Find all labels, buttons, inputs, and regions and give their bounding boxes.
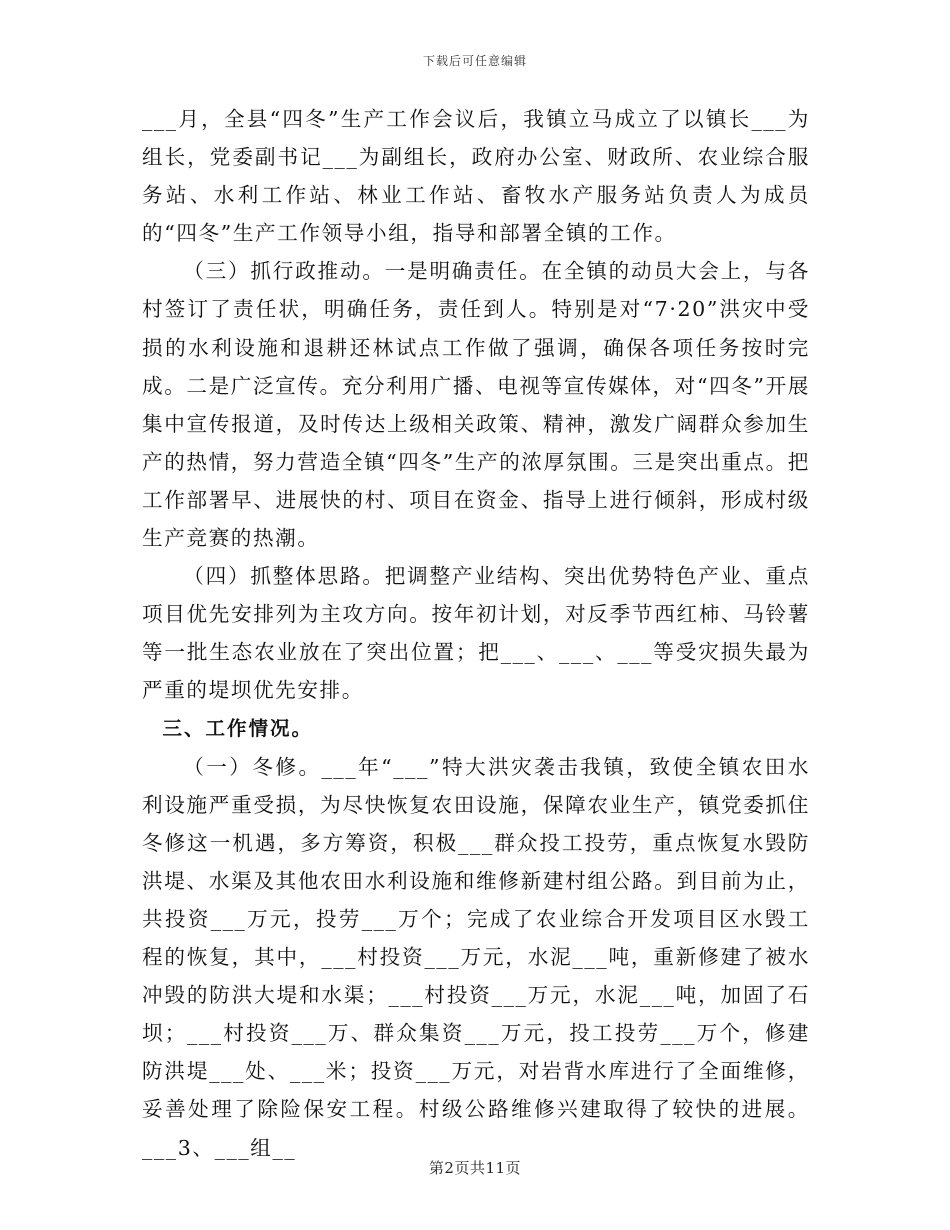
paragraph-winter-repair: （一）冬修。___年“___”特大洪灾袭击我镇，致使全镇农田水利设施严重受损，为尽快恢复农田设施，保障农业生产，镇党委抓住冬修这一机遇，多方筹资，积极___群众投工投劳，重点恢复水毁防洪堤、水渠及其他农田水利设施和维修新建村组公路。到目前为止，共投资___万元，投劳___万个；完成了农业综合开发项目区水毁工程的恢复，其中，___村投资___万元，水泥___吨，重新修建了被水冲毁的防洪大堤和水渠；___村投资___万元，水泥___吨，加固了石坝；___村投资___万、群众集资___万元，投工投劳___万个，修建防洪堤___处、___米；投资___万元，对岩背水库进行了全面维修，妥善处理了除险保安工程。村级公路维修兴建取得了较快的进展。___3、___组__: [142, 754, 810, 1160]
paragraph-section-3: （三）抓行政推动。一是明确责任。在全镇的动员大会上，与各村签订了责任状，明确任务，责任到人。特别是对“7·20”洪灾中受损的水利设施和退耕还林试点工作做了强调，确保各项任务按时完成。二是广泛宣传。充分利用广播、电视等宣传媒体，对“四冬”开展集中宣传报道，及时传达上级相关政策、精神，激发广阔群众参加生产的热情，努力营造全镇“四冬”生产的浓厚氛围。三是突出重点。把工作部署早、进展快的村、项目在资金、指导上进行倾斜，形成村级生产竞赛的热潮。: [142, 259, 810, 551]
document-body: [142, 100, 810, 1167]
paragraph-section-4: （四）抓整体思路。把调整产业结构、突出优势特色产业、重点项目优先安排列为主攻方向。按年初计划，对反季节西红柿、马铃薯等一批生态农业放在了突出位置；把___、___、___等受灾损失最为严重的堤坝优先安排。: [142, 564, 810, 703]
paragraph-continuation: ___月，全县“四冬”生产工作会议后，我镇立马成立了以镇长___为组长，党委副书记___为副组长，政府办公室、财政所、农业综合服务站、水利工作站、林业工作站、畜牧水产服务站负责人为成员的“四冬”生产工作领导小组，指导和部署全镇的工作。: [142, 107, 810, 246]
section-heading: 三、工作情况。: [162, 716, 313, 740]
page-number: 第2页共11页: [428, 1159, 522, 1177]
page-header-note: 下载后可任意编辑: [422, 54, 527, 68]
